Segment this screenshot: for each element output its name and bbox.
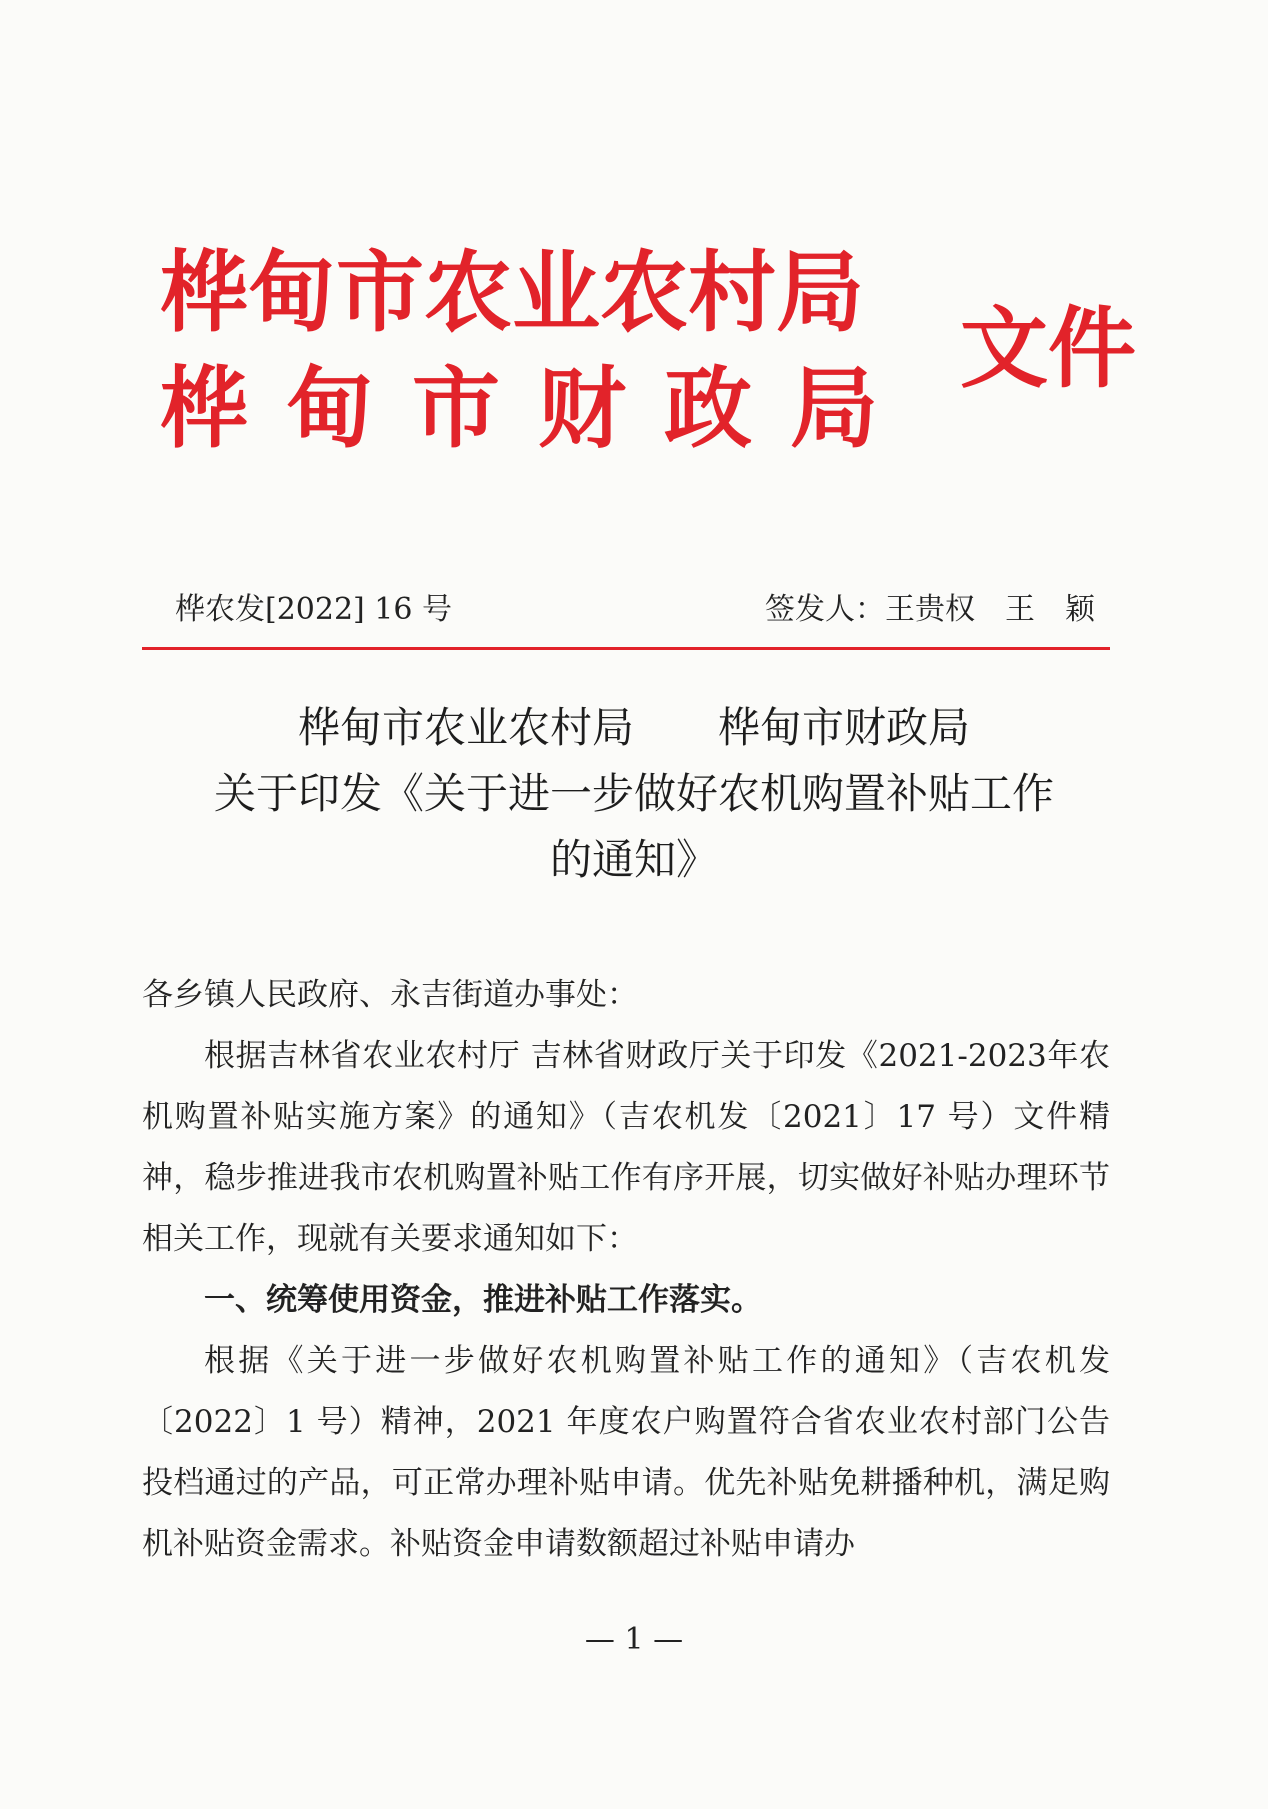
masthead-doc-word: 文件: [960, 297, 1137, 400]
salutation: 各乡镇人民政府、永吉街道办事处：: [142, 977, 638, 1013]
paragraph-2: 根据《关于进一步做好农机购置补贴工作的通知》（吉农机发〔2022〕1 号）精神，2021 年度农户购置符合省农业农村部门公告投档通过的产品，可正常办理补贴申请。优先补贴免耕播种机，满足购机补贴资金需求。补贴资金申请数额超过补贴申请办: [142, 1343, 1110, 1562]
page-number: — 1 —: [584, 1622, 684, 1657]
title-line-1: 桦甸市农业农村局 桦甸市财政局: [297, 703, 970, 752]
paragraph-1: 根据吉林省农业农村厅 吉林省财政厅关于印发《2021-2023年农机购置补贴实施方案》的通知》（吉农机发〔2021〕17 号）文件精神，稳步推进我市农机购置补贴工作有序开展，切实做好补贴办理环节相关工作，现就有关要求通知如下：: [142, 1038, 1110, 1257]
signer: 签发人：王贵权 王 颖: [765, 592, 1095, 627]
doc-number-line: [175, 587, 1095, 633]
title-line-3: 的通知》: [549, 835, 718, 884]
document-title: [120, 695, 1148, 893]
red-divider: [142, 647, 1110, 650]
document-body: [142, 965, 1110, 1575]
title-line-2: 关于印发《关于进一步做好农机购置补贴工作: [213, 769, 1054, 818]
masthead-org-2: 桦甸市财政局: [160, 357, 917, 460]
section-heading-1: 一、统筹使用资金，推进补贴工作落实。: [204, 1282, 762, 1318]
doc-number: 桦农发[2022] 16 号: [175, 592, 453, 627]
masthead-org-1: 桦甸市农业农村局: [160, 241, 865, 344]
red-masthead: [160, 241, 1140, 475]
